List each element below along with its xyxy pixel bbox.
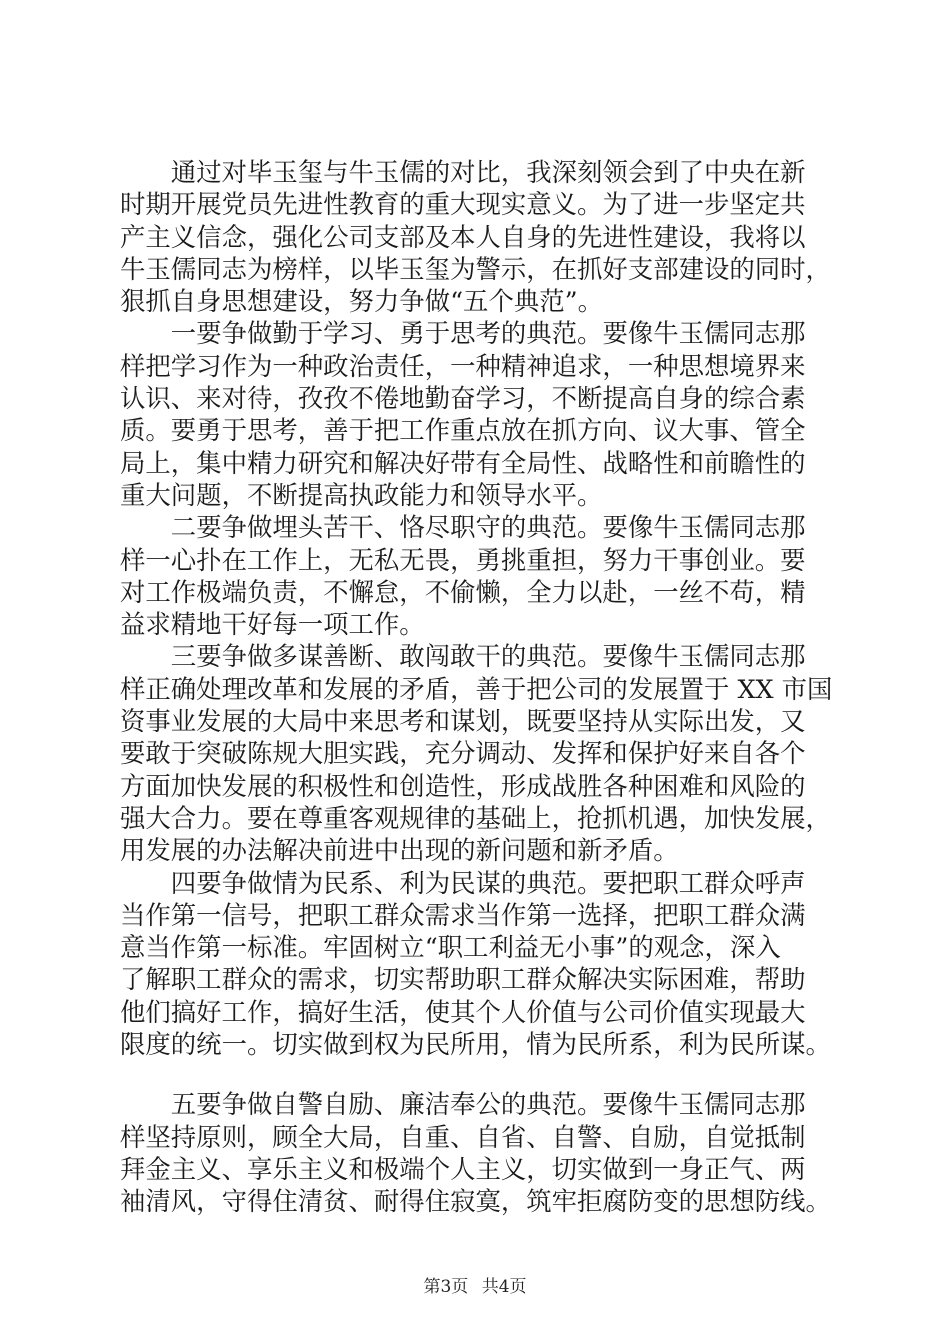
text-line: 通过对毕玉玺与牛玉儒的对比，我深刻领会到了中央在新 [170, 157, 806, 187]
text-line: 资事业发展的大局中来思考和谋划，既要坚持从实际出发，又 [120, 706, 806, 737]
text-line: 质。要勇于思考，善于把工作重点放在抓方向、议大事、管全 [120, 415, 806, 446]
paragraph-fourth [120, 867, 836, 1061]
text-line: 了解职工群众的需求，切实帮助职工群众解决实际困难，帮助 [120, 964, 806, 995]
paragraph-intro [120, 156, 836, 317]
paragraph-fifth [120, 1088, 836, 1217]
text-line: 重大问题，不断提高执政能力和领导水平。 [120, 479, 603, 510]
text-line: 样把学习作为一种政治责任，一种精神追求，一种思想境界来 [120, 350, 806, 381]
text-line: 当作第一信号，把职工群众需求当作第一选择，把职工群众满 [120, 899, 806, 930]
text-line: 三要争做多谋善断、敢闯敢干的典范。要像牛玉儒同志那 [170, 641, 806, 672]
paragraph-third [120, 640, 836, 866]
text-line: 狠抓自身思想建设，努力争做“五个典范”。 [120, 286, 603, 317]
page-total: 共4页 [481, 1277, 527, 1297]
text-line: 对工作极端负责，不懈怠，不偷懒，全力以赴，一丝不苟，精 [120, 576, 806, 607]
text-line: 认识、来对待，孜孜不倦地勤奋学习，不断提高自身的综合素 [120, 383, 806, 414]
text-line: 一要争做勤于学习、勇于思考的典范。要像牛玉儒同志那 [170, 318, 806, 349]
text-line: 局上，集中精力研究和解决好带有全局性、战略性和前瞻性的 [120, 447, 806, 478]
text-line: 四要争做情为民系、利为民谋的典范。要把职工群众呼声 [170, 867, 806, 898]
text-line: 二要争做埋头苦干、恪尽职守的典范。要像牛玉儒同志那 [170, 512, 806, 543]
text-line: 拜金主义、享乐主义和极端个人主义，切实做到一身正气、两 [120, 1153, 806, 1184]
text-line: 意当作第一标准。牢固树立“职工利益无小事”的观念，深入 [120, 932, 781, 963]
text-line: 袖清风，守得住清贫、耐得住寂寞，筑牢拒腐防变的思想防线。 [120, 1186, 831, 1217]
text-line: 时期开展党员先进性教育的重大现实意义。为了进一步坚定共 [120, 189, 806, 220]
document-body [120, 156, 836, 1218]
paragraph-spacer [120, 1060, 836, 1088]
text-line: 五要争做自警自励、廉洁奉公的典范。要像牛玉儒同志那 [170, 1089, 806, 1120]
text-line: 样正确处理改革和发展的矛盾，善于把公司的发展置于 XX 市国 [120, 673, 833, 704]
text-line: 样坚持原则，顾全大局，自重、自省、自警、自励，自觉抵制 [120, 1121, 806, 1152]
text-line: 牛玉儒同志为榜样，以毕玉玺为警示，在抓好支部建设的同时， [120, 253, 831, 284]
text-line: 样一心扑在工作上，无私无畏，勇挑重担，努力干事创业。要 [120, 544, 806, 575]
text-line: 限度的统一。切实做到权为民所用，情为民所系，利为民所谋。 [120, 1029, 831, 1060]
text-line: 要敢于突破陈规大胆实践，充分调动、发挥和保护好来自各个 [120, 738, 806, 769]
text-line: 方面加快发展的积极性和创造性，形成战胜各种困难和风险的 [120, 770, 806, 801]
paragraph-second [120, 511, 836, 640]
text-line: 用发展的办法解决前进中出现的新问题和新矛盾。 [120, 835, 679, 866]
text-line: 益求精地干好每一项工作。 [120, 609, 425, 640]
text-line: 强大合力。要在尊重客观规律的基础上，抢抓机遇，加快发展， [120, 802, 831, 833]
page-footer [0, 1272, 950, 1297]
page-number: 第3页 [423, 1277, 469, 1297]
paragraph-first [120, 317, 836, 511]
text-line: 他们搞好工作，搞好生活，使其个人价值与公司价值实现最大 [120, 996, 806, 1027]
text-line: 产主义信念，强化公司支部及本人自身的先进性建设，我将以 [120, 221, 806, 252]
